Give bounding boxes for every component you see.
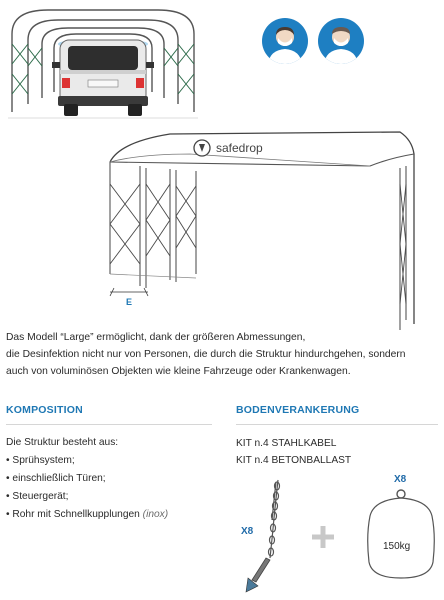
van-tunnel-illustration [8,4,198,126]
cable-quantity: X8 [241,526,254,537]
composition-divider [6,424,212,425]
inox-note: (inox) [142,509,169,520]
composition-list [6,434,168,524]
ballast-quantity: X8 [394,474,407,485]
kit-item: KIT n.4 STAHLKABEL [236,438,337,449]
ballast-weight: 150kg [383,541,411,552]
list-item: • einschließlich Türen; [6,473,106,484]
intro-line: die Desinfektion nicht nur von Personen, die durch die Struktur hindurchgehen, sondern [6,349,406,361]
anchoring-divider [236,424,438,425]
concrete-ballast-icon [364,486,438,582]
steel-cable-icon [240,478,288,594]
anchoring-heading: BODENVERANKERUNG [236,404,360,416]
list-item: • Rohr mit Schnellkupplungen [6,509,140,520]
kit-list [236,436,351,469]
composition-intro: Die Struktur besteht aus: [6,437,119,448]
list-item: • Sprühsystem; [6,455,75,466]
list-item-with-note [6,506,168,524]
intro-line: Das Modell “Large” ermöglicht, dank der größeren Abmessungen, [6,332,306,343]
composition-heading: KOMPOSITION [6,404,83,416]
tent-structure-drawing [100,124,425,334]
list-item: • Steuergerät; [6,491,69,502]
person-mask-icon [262,18,308,64]
kit-item: KIT n.4 BETONBALLAST [236,454,352,466]
intro-paragraph [6,329,438,381]
dimension-label: E [125,297,133,307]
person-mask-icon [318,18,364,64]
intro-line: auch von voluminösen Objekten wie kleine Fahrzeuge oder Krankenwagen. [6,366,351,378]
brand-logo: safedrop [216,141,263,155]
plus-icon [310,524,336,550]
